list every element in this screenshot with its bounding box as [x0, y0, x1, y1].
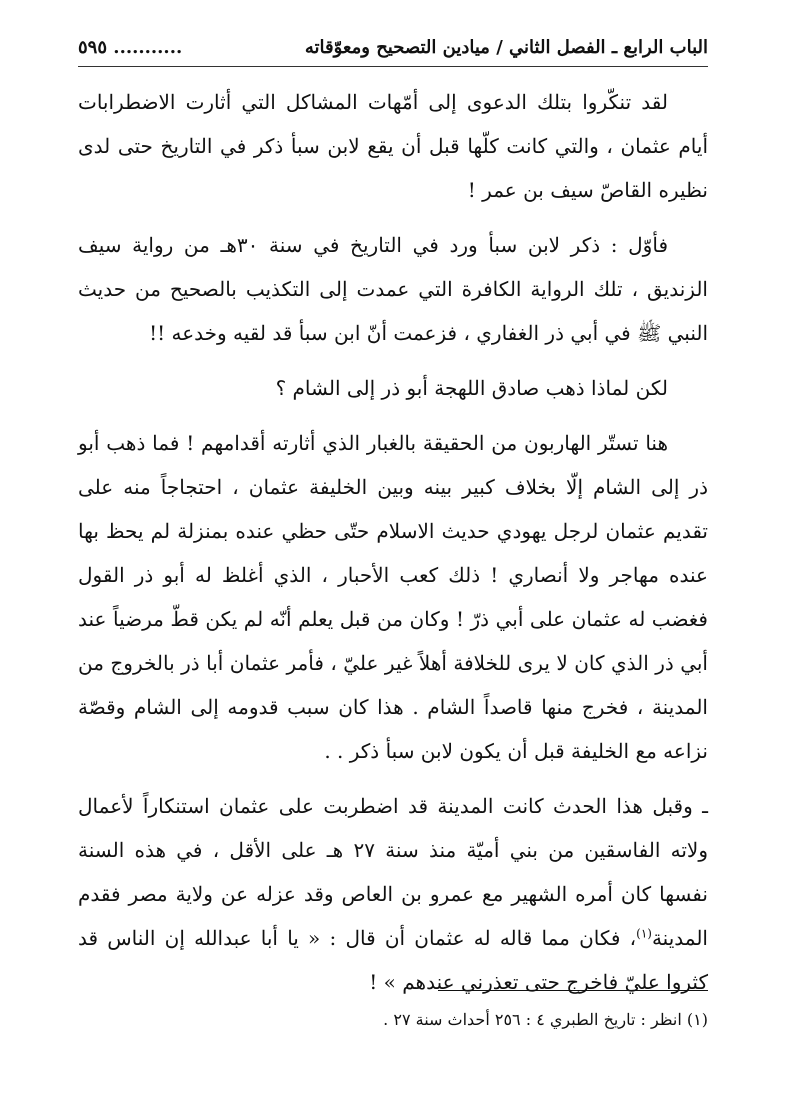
header-title: الباب الرابع ـ الفصل الثاني / ميادين التصحيح ومعوّقاته — [304, 37, 708, 58]
main-text — [78, 80, 708, 1015]
footnote-ref-1: (١) — [636, 926, 652, 941]
footnote-1: (١) انظر : تاريخ الطبري ٤ : ٢٥٦ أحداث سنة ٢٧ . — [383, 1010, 708, 1029]
paragraph-3: لكن لماذا ذهب صادق اللهجة أبو ذر إلى الشام ؟ — [275, 376, 668, 400]
header-page-number: ٥٩٥ — [78, 37, 108, 58]
paragraph-5 — [78, 784, 708, 1004]
paragraph-1: لقد تنكّروا بتلك الدعوى إلى أمّهات المشاكل التي أثارت الاضطرابات أيام عثمان ، والتي كانت كلّها قبل أن يقع لابن سبأ ذكر في التاريخ حتى لدى نظيره القاصّ سيف بن عمر ! — [78, 90, 708, 202]
paragraph-4: هنا تستّر الهاربون من الحقيقة بالغبار الذي أثارته أقدامهم ! فما ذهب أبو ذر إلى الشام إلّا بخلاف كبير بينه وبين الخليفة عثمان ، احتجاجاً منه على تقديم عثمان لرجل يهودي حديث الاسلام حتّى حظي عنده بمنزلة لم يحظ بها عنده مهاجر ولا أنصاري ! ذلك كعب الأحبار ، الذي أغلظ له أبو ذر القول فغضب له عثمان على أبي ذرّ ! وكان من قبل يعلم أنّه لم يكن قطّ مرضياً عند أبي ذر الذي كان لا يرى للخلافة أهلاً غير عليّ ، فأمر عثمان أبا ذر بالخروج من المدينة ، فخرج منها قاصداً الشام . هذا كان سبب قدومه إلى الشام وقصّة نزاعه مع الخليفة قبل أن يكون لابن سبأ ذكر . . — [78, 431, 708, 763]
paragraph-2: فأوّل : ذكر لابن سبأ ورد في التاريخ في سنة ٣٠هـ من رواية سيف الزنديق ، تلك الرواية الكافرة التي عمدت إلى التكذيب بالصحيح من حديث النبي ﷺ في أبي ذر الغفاري ، فزعمت أنّ ابن سبأ قد لقيه وخدعه !! — [78, 233, 708, 345]
header-leader-dots: ........... — [113, 37, 183, 58]
header-page-number-group — [78, 30, 182, 66]
running-header — [78, 30, 708, 66]
footnote-separator — [438, 990, 708, 991]
paragraph-5-text: ـ وقبل هذا الحدث كانت المدينة قد اضطربت على عثمان استنكاراً لأعمال ولاته الفاسقين من بني أميّة منذ سنة ٢٧ هـ على الأقل ، في هذه السنة نفسها كان أمره الشهير مع عمرو بن العاص وقد عزله عن ولاية مصر فقدم المدينة — [78, 794, 708, 950]
paragraph-5-continued: ، فكان مما قاله له عثمان أن قال : « يا أبا عبدالله إن الناس قد كثروا عليّ فاخرج حتى تعذرني عندهم » ! — [78, 926, 708, 994]
header-rule — [78, 66, 708, 67]
